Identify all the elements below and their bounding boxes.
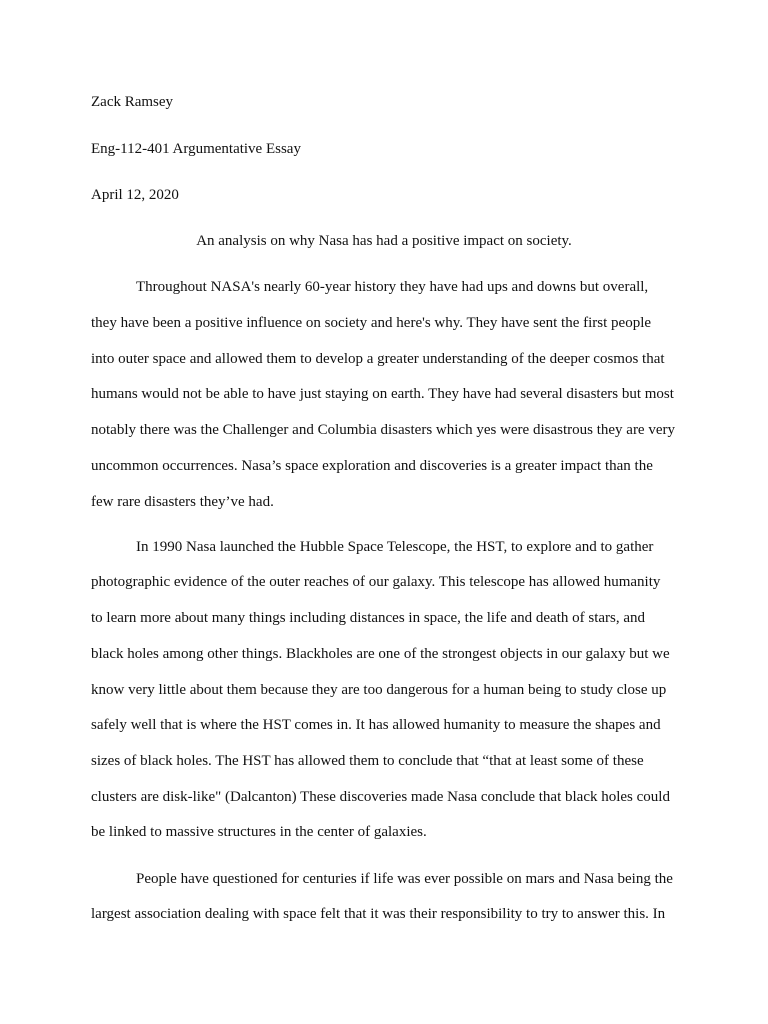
paragraph-line: sizes of black holes. The HST has allowed them to conclude that “that at least some of these — [91, 753, 644, 769]
paragraph-line: uncommon occurrences. Nasa’s space exploration and discoveries is a greater impact than the — [91, 458, 653, 474]
paragraph-line: they have been a positive influence on society and here's why. They have sent the first people — [91, 315, 652, 331]
paragraph-line: photographic evidence of the outer reaches of our galaxy. This telescope has allowed humanity — [91, 574, 661, 590]
paragraph-line: few rare disasters they’ve had. — [91, 494, 274, 510]
paragraph-line: People have questioned for centuries if life was ever possible on mars and Nasa being the — [136, 871, 673, 887]
essay-title: An analysis on why Nasa has had a positive impact on society. — [196, 233, 572, 249]
paragraph-line: know very little about them because they are too dangerous for a human being to study close up — [91, 682, 667, 698]
course-title: Eng-112-401 Argumentative Essay — [91, 141, 301, 157]
paragraph-line: into outer space and allowed them to develop a greater understanding of the deeper cosmos that — [91, 351, 665, 367]
paragraph-line: humans would not be able to have just staying on earth. They have had several disasters but most — [91, 386, 674, 402]
essay-date: April 12, 2020 — [91, 187, 179, 203]
author-name: Zack Ramsey — [91, 94, 174, 110]
paragraph-line: notably there was the Challenger and Columbia disasters which yes were disastrous they are very — [91, 422, 675, 438]
paragraph-line: In 1990 Nasa launched the Hubble Space Telescope, the HST, to explore and to gather — [136, 539, 654, 555]
paragraph-line: be linked to massive structures in the center of galaxies. — [91, 824, 427, 840]
paragraph-line: to learn more about many things including distances in space, the life and death of stars, and — [91, 610, 646, 626]
paragraph-line: Throughout NASA's nearly 60-year history they have had ups and downs but overall, — [136, 279, 649, 295]
paragraph-line: largest association dealing with space felt that it was their responsibility to try to answer this. In — [91, 906, 666, 922]
paragraph-line: clusters are disk-like" (Dalcanton) These discoveries made Nasa conclude that black holes could — [91, 789, 670, 805]
paragraph-line: safely well that is where the HST comes in. It has allowed humanity to measure the shapes and — [91, 717, 661, 733]
paragraph-line: black holes among other things. Blackholes are one of the strongest objects in our galaxy but we — [91, 646, 670, 662]
